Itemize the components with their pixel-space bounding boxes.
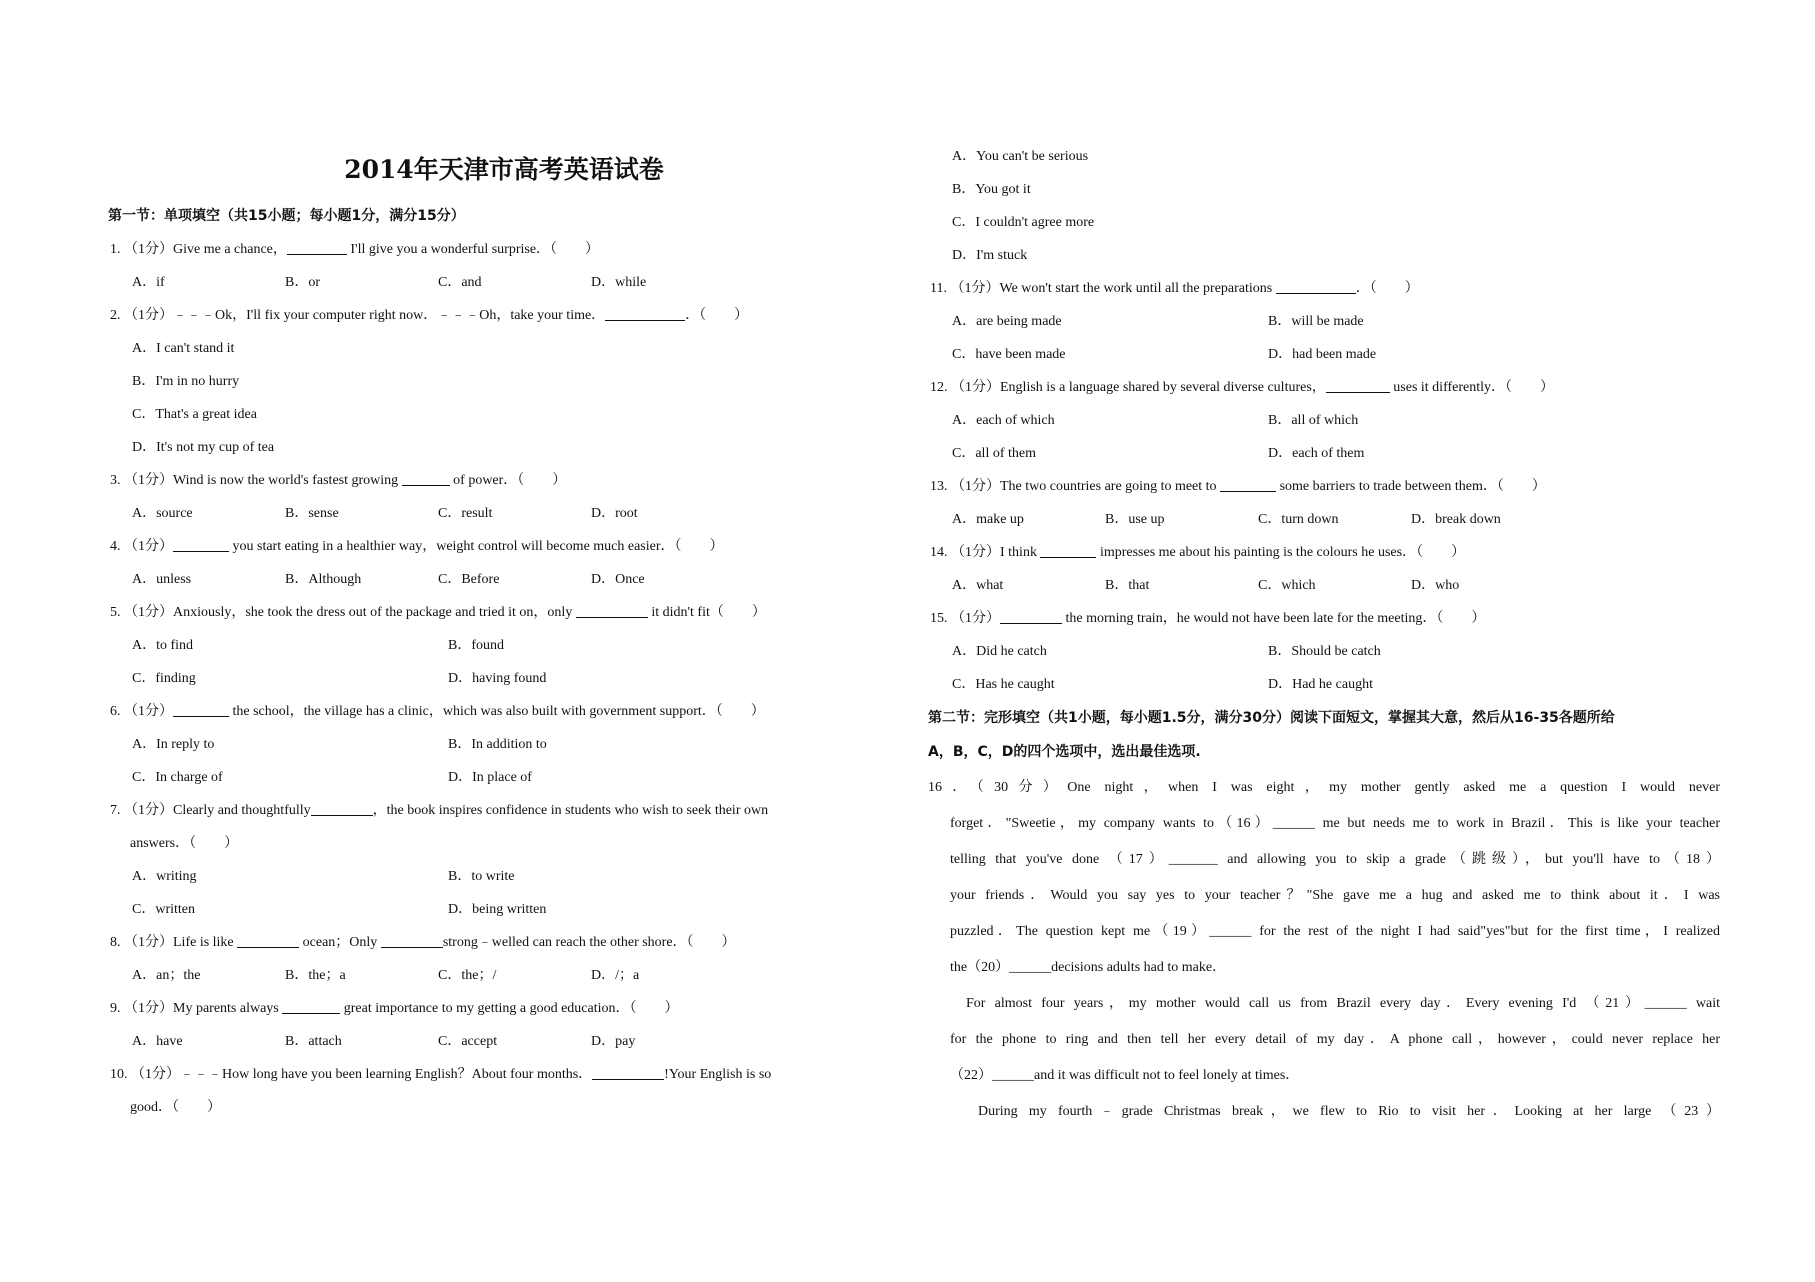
question-points: （1分） [124,704,173,719]
question-stem [928,371,1720,404]
question-stem [928,272,1720,305]
answer-blank [592,1078,664,1080]
question-text-pre: My parents always [173,1001,283,1016]
answer-option: A．Did he catch [952,644,1047,659]
answer-option: A．what [952,578,1004,593]
answer-option: A．are being made [952,314,1062,329]
option-row [928,569,1720,602]
answer-option: C．result [438,506,493,521]
option-row [108,365,900,398]
question-list-left [108,233,900,1124]
option-row [108,662,900,695]
option-row [108,497,900,530]
answer-blank [173,715,229,717]
question-points: （1分） [951,545,1000,560]
answer-option: A．source [132,506,193,521]
question-stem [108,530,900,563]
answer-option: B．that [1105,578,1150,593]
question-stem [108,1058,900,1091]
question-10-options [928,140,1720,272]
question-stem [108,596,900,629]
question-points: （1分） [951,380,1000,395]
question-text-post: ocean；Only [299,935,381,950]
exam-title: 2014年天津市高考英语试卷 [344,155,664,184]
question-text-pre: Give me a chance， [173,242,287,257]
option-row [928,668,1720,701]
question-stem [108,926,900,959]
answer-option: D．had been made [1268,347,1377,362]
passage-line: （22）______and it was difficult not to feel lonely at times． [950,1068,1300,1083]
answer-option: B．will be made [1268,314,1364,329]
option-row [108,761,900,794]
question-continuation: answers．（ ） [130,836,239,851]
answer-option: B．all of which [1268,413,1359,428]
answer-option: A．make up [952,512,1024,527]
question-text-pre: ﹣﹣﹣Ok，I'll fix your computer right now．﹣﹣﹣Oh，take your time． [173,308,606,323]
answer-option: B．attach [285,1034,342,1049]
question-points: （1分） [124,803,173,818]
option-row [928,206,1720,239]
answer-option: D．each of them [1268,446,1365,461]
question-text-pre: We won't start the work until all the preparations [999,281,1276,296]
question-number: 11. [930,281,947,296]
option-row [108,1025,900,1058]
question-number: 13. [930,479,948,494]
question-stem [928,602,1720,635]
answer-option: D．who [1411,578,1460,593]
question-list-right [928,272,1720,701]
question-text-post: some barriers to trade between them．（ ） [1276,479,1546,494]
option-row [108,728,900,761]
answer-blank [1326,391,1390,393]
question-text-post: impresses me about his painting is the colours he uses．（ ） [1096,545,1466,560]
question-points: （1分） [124,539,173,554]
question-text-post: great importance to my getting a good education．（ ） [340,1001,679,1016]
answer-blank [381,946,443,948]
option-row [108,893,900,926]
question-text-post: ，the book inspires confidence in students who wish to seek their own [372,803,769,818]
question-points: （1分） [124,935,173,950]
section2-heading-line1: 第二节：完形填空（共1小题，每小题1.5分，满分30分）阅读下面短文，掌握其大意，然后从16-35各题所给 [928,710,1615,726]
question-stem [108,992,900,1025]
option-row [108,398,900,431]
question-number: 9. [110,1001,121,1016]
option-row [108,629,900,662]
question-text-post: ．（ ） [685,308,749,323]
question-text-pre: ﹣﹣﹣How long have you been learning English？About four months． [180,1067,593,1082]
question-number: 2. [110,308,121,323]
question-stem [108,233,900,266]
passage-line: 16．（30分）One night，when I was eight，my mother gently asked me a question I would never [928,780,1720,795]
answer-option: D．root [591,506,638,521]
question-number: 10. [110,1067,128,1082]
option-row [928,404,1720,437]
question-text-pre: Wind is now the world's fastest growing [173,473,402,488]
answer-option: C．That's a great idea [132,407,257,422]
answer-option: D．while [591,275,647,290]
answer-option: C．and [438,275,482,290]
answer-blank [287,253,347,255]
answer-option: B．sense [285,506,339,521]
question-text-pre: Anxiously，she took the dress out of the package and tried it on，only [173,605,576,620]
answer-option: A．an；the [132,968,201,983]
section1-heading: 第一节：单项填空（共15小题；每小题1分，满分15分） [108,208,465,224]
question-number: 12. [930,380,948,395]
question-text-post2: strong﹣welled can reach the other shore．（ ） [442,935,736,950]
answer-option: C．finding [132,671,196,686]
option-row [108,860,900,893]
answer-option: A．In reply to [132,737,215,752]
option-row [928,140,1720,173]
question-points: （1分） [124,473,173,488]
answer-option: C．accept [438,1034,498,1049]
answer-option: C．have been made [952,347,1066,362]
question-text-pre: English is a language shared by several diverse cultures， [1000,380,1326,395]
question-stem [108,794,900,827]
question-text-pre: Life is like [173,935,238,950]
answer-option: A．writing [132,869,197,884]
answer-option: B．found [448,638,504,653]
cloze-passage [928,770,1720,1130]
answer-option: D．In place of [448,770,532,785]
answer-option: A．have [132,1034,183,1049]
answer-blank [1000,622,1062,624]
answer-option: C．Has he caught [952,677,1055,692]
answer-option: D．Once [591,572,645,587]
answer-option: D．/；a [591,968,640,983]
passage-line: for the phone to ring and then tell her every detail of my day．A phone call，however，could never replace her [950,1032,1720,1047]
right-column [928,140,1720,1130]
question-text-pre: Clearly and thoughtfully [173,803,311,818]
answer-option: A．I can't stand it [132,341,235,356]
passage-line: forget．"Sweetie，my company wants to（16）______ me but needs me to work in Brazil．This is like your teacher [950,816,1720,831]
answer-option: A．unless [132,572,192,587]
answer-blank [282,1012,340,1014]
question-stem [108,464,900,497]
passage-line: puzzled．The question kept me（19）______ for the rest of the night I had said"yes"but for the first time，I realized [950,924,1720,939]
question-number: 3. [110,473,121,488]
answer-option: B．use up [1105,512,1165,527]
question-text-post: !Your English is so [664,1067,772,1082]
question-points: （1分） [124,242,173,257]
answer-blank [173,550,229,552]
option-row [928,635,1720,668]
question-points: （1分） [124,605,173,620]
answer-option: C．Before [438,572,500,587]
question-continuation: good．（ ） [130,1100,221,1115]
option-row [928,338,1720,371]
section2-heading-line2: A，B，C，D的四个选项中，选出最佳选项. [928,744,1201,760]
option-row [108,431,900,464]
passage-line: For almost four years，my mother would call us from Brazil every day．Every evening I'd （21）______ wait [966,996,1720,1011]
answer-option: A．if [132,275,165,290]
answer-option: B．In addition to [448,737,547,752]
answer-option: C．all of them [952,446,1036,461]
answer-option: C．turn down [1258,512,1339,527]
question-points: （1分） [951,611,1000,626]
option-row [928,503,1720,536]
option-row [108,266,900,299]
answer-option: C．In charge of [132,770,223,785]
answer-option: D．having found [448,671,547,686]
question-points: （1分） [124,1001,173,1016]
answer-blank [402,484,450,486]
answer-option: A．to find [132,638,194,653]
question-points: （1分） [131,1067,180,1082]
question-number: 6. [110,704,121,719]
question-points: （1分） [951,479,1000,494]
question-stem [928,470,1720,503]
answer-option: B．the；a [285,968,346,983]
answer-option: C．I couldn't agree more [952,215,1095,230]
question-number: 5. [110,605,121,620]
question-text-post: the school，the village has a clinic，which was also built with government support．（ ） [229,704,765,719]
passage-line: During my fourth﹣grade Christmas break，we flew to Rio to visit her．Looking at her large （23） [978,1104,1720,1119]
left-column [108,200,900,1124]
passage-line: the（20）______decisions adults had to make． [950,960,1227,975]
answer-option: D．It's not my cup of tea [132,440,275,455]
option-row [928,173,1720,206]
answer-option: D．pay [591,1034,636,1049]
answer-blank [311,814,373,816]
question-number: 4. [110,539,121,554]
answer-option: D．break down [1411,512,1501,527]
option-row [108,563,900,596]
question-number: 15. [930,611,948,626]
question-text-post: I'll give you a wonderful surprise．（ ） [346,242,600,257]
answer-blank [1276,292,1356,294]
answer-option: B．You got it [952,182,1031,197]
question-text-post: uses it differently．（ ） [1389,380,1555,395]
passage-line: telling that you've done （17）_______ and allowing you to skip a grade（跳级），but you'll have to（18） [950,852,1720,867]
answer-option: B．Although [285,572,362,587]
passage-line: your friends．Would you say yes to your teacher？"She gave me a hug and asked me to think about it．I was [950,888,1720,903]
answer-blank [576,616,648,618]
answer-option: A．You can't be serious [952,149,1089,164]
answer-option: B．to write [448,869,515,884]
answer-blank [1220,490,1276,492]
question-stem [928,536,1720,569]
question-text-post: you start eating in a healthier way，weight control will become much easier．（ ） [229,539,724,554]
question-stem [108,299,900,332]
answer-option: D．I'm stuck [952,248,1028,263]
question-points: （1分） [124,308,173,323]
answer-option: B．I'm in no hurry [132,374,240,389]
question-text-pre: The two countries are going to meet to [1000,479,1221,494]
question-text-post: the morning train，he would not have been late for the meeting．（ ） [1062,611,1486,626]
question-text-pre: I think [1000,545,1041,560]
answer-option: B．or [285,275,320,290]
option-row [108,959,900,992]
option-row [928,305,1720,338]
question-text-post: ．（ ） [1355,281,1419,296]
answer-option: D．Had he caught [1268,677,1373,692]
question-number: 1. [110,242,121,257]
answer-option: C．written [132,902,195,917]
answer-option: D．being written [448,902,547,917]
answer-blank [237,946,299,948]
question-text-post: of power．（ ） [449,473,567,488]
question-stem [108,695,900,728]
answer-blank [1040,556,1096,558]
answer-option: B．Should be catch [1268,644,1381,659]
question-number: 14. [930,545,948,560]
question-number: 8. [110,935,121,950]
answer-option: A．each of which [952,413,1055,428]
question-text-post: it didn't fit（ ） [647,605,766,620]
answer-blank [605,319,685,321]
question-points: （1分） [950,281,1000,296]
option-row [928,239,1720,272]
answer-option: C．which [1258,578,1316,593]
question-number: 7. [110,803,121,818]
option-row [928,437,1720,470]
answer-option: C．the；/ [438,968,497,983]
option-row [108,332,900,365]
